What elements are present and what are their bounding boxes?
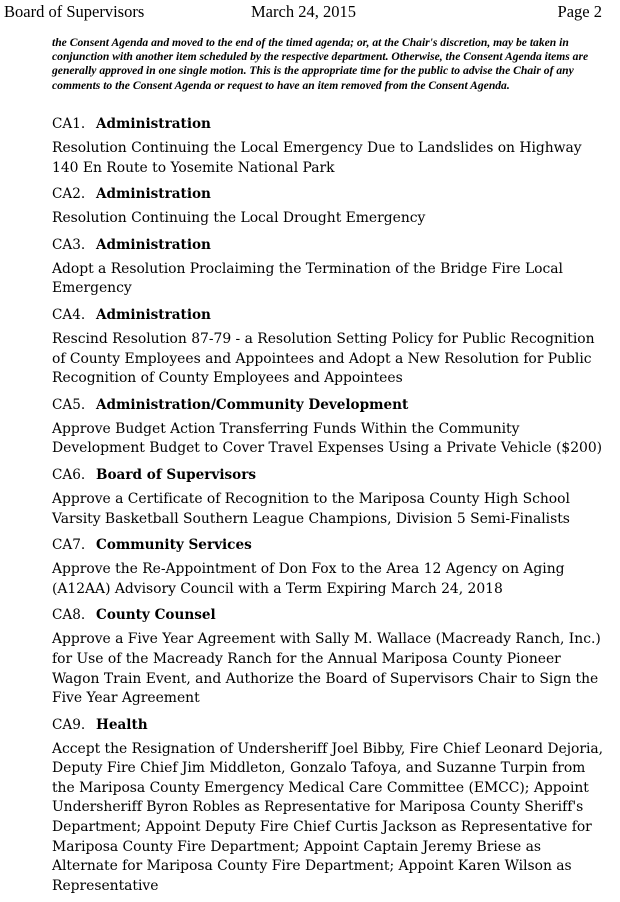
agenda-item-ca4 bbox=[52, 305, 604, 389]
agenda-item-department: Administration/Community Development bbox=[96, 396, 409, 413]
agenda-item-heading bbox=[52, 235, 604, 255]
agenda-item-ca3 bbox=[52, 235, 604, 299]
agenda-item-number: CA9. bbox=[52, 716, 86, 733]
agenda-item-ca7 bbox=[52, 535, 604, 599]
agenda-item-heading bbox=[52, 465, 604, 485]
agenda-item-ca8 bbox=[52, 605, 604, 708]
agenda-item-department: Administration bbox=[96, 306, 211, 323]
agenda-item-ca6 bbox=[52, 465, 604, 529]
header-page-number: Page 2 bbox=[557, 2, 602, 21]
agenda-item-description: Resolution Continuing the Local Emergency Due to Landslides on Highway 140 En Route to Yosemite National Park bbox=[52, 140, 582, 176]
agenda-item-description: Approve Budget Action Transferring Funds Within the Community Development Budget to Cover Travel Expenses Using a Private Vehicle ($200) bbox=[52, 420, 603, 457]
agenda-item-description: Resolution Continuing the Local Drought Emergency bbox=[52, 210, 426, 227]
consent-agenda-items bbox=[52, 114, 604, 902]
agenda-item-heading bbox=[52, 535, 604, 555]
agenda-item-heading bbox=[52, 715, 604, 735]
agenda-item-heading bbox=[52, 184, 604, 204]
agenda-item-number: CA4. bbox=[52, 306, 86, 323]
agenda-item-department: Health bbox=[96, 716, 148, 733]
agenda-item-number: CA5. bbox=[52, 396, 86, 413]
agenda-item-ca5 bbox=[52, 395, 604, 459]
agenda-item-description: Approve the Re-Appointment of Don Fox to the Area 12 Agency on Aging (A12AA) Advisory Council with a Term Expiring March 24, 2018 bbox=[52, 561, 565, 597]
agenda-item-department: Administration bbox=[96, 186, 211, 203]
header-board-name: Board of Supervisors bbox=[4, 2, 145, 21]
agenda-item-description: Approve a Certificate of Recognition to the Mariposa County High School Varsity Basketball Southern League Champions, Division 5 Semi-Finalists bbox=[52, 490, 570, 527]
agenda-item-description: Adopt a Resolution Proclaiming the Termination of the Bridge Fire Local Emergency bbox=[52, 260, 563, 297]
agenda-item-number: CA2. bbox=[52, 186, 86, 203]
agenda-item-ca2 bbox=[52, 184, 604, 229]
agenda-item-ca1 bbox=[52, 114, 604, 178]
agenda-item-description: Approve a Five Year Agreement with Sally M. Wallace (Macready Ranch, Inc.) for Use of the Macready Ranch for the Annual Mariposa County Pioneer Wagon Train Event, and Authorize the Board of Supervisors Chair to Sign the Five Year Agreement bbox=[52, 631, 601, 707]
agenda-item-heading bbox=[52, 114, 604, 134]
agenda-item-ca9 bbox=[52, 715, 604, 897]
agenda-item-number: CA1. bbox=[52, 116, 86, 132]
consent-agenda-intro: the Consent Agenda and moved to the end of the timed agenda; or, at the Chair's discretion, may be taken in conjunction with another item scheduled by the respective department. Otherwise, the Consent Agenda items are generally approved in one single motion. This is the appropriate time for the public to advise the Chair of any comments to the Consent Agenda or request to have an item removed from the Consent Agenda. bbox=[52, 36, 589, 92]
agenda-item-heading bbox=[52, 605, 604, 625]
agenda-item-department: Community Services bbox=[96, 537, 252, 554]
agenda-item-description: Accept the Resignation of Undersheriff Joel Bibby, Fire Chief Leonard Dejoria, Deputy Fire Chief Jim Middleton, Gonzalo Tafoya, and Suzanne Turpin from the Mariposa County Emergency Medical Care Committee (EMCC); Appoint Undersheriff Byron Robles as Representative for Mariposa County Sheriff's Department; Appoint Deputy Fire Chief Curtis Jackson as Representative for Mariposa County Fire Department; Appoint Captain Jeremy Briese as Alternate for Mariposa County Fire Department; Appoint Karen Wilson as Representative bbox=[52, 740, 604, 894]
agenda-item-heading bbox=[52, 395, 604, 415]
agenda-item-number: CA7. bbox=[52, 537, 86, 554]
header-date: March 24, 2015 bbox=[251, 2, 356, 21]
agenda-item-department: Administration bbox=[96, 236, 211, 253]
agenda-item-description: Rescind Resolution 87-79 - a Resolution Setting Policy for Public Recognition of County Employees and Appointees and Adopt a New Resolution for Public Recognition of County Employees and Appointees bbox=[52, 330, 595, 387]
agenda-item-department: Board of Supervisors bbox=[96, 466, 257, 483]
agenda-item-department: County Counsel bbox=[96, 607, 216, 624]
agenda-item-heading bbox=[52, 305, 604, 325]
page-header bbox=[0, 2, 620, 24]
agenda-item-number: CA3. bbox=[52, 236, 86, 253]
agenda-item-number: CA8. bbox=[52, 607, 86, 624]
agenda-item-number: CA6. bbox=[52, 466, 86, 483]
agenda-item-department: Administration bbox=[96, 116, 211, 132]
